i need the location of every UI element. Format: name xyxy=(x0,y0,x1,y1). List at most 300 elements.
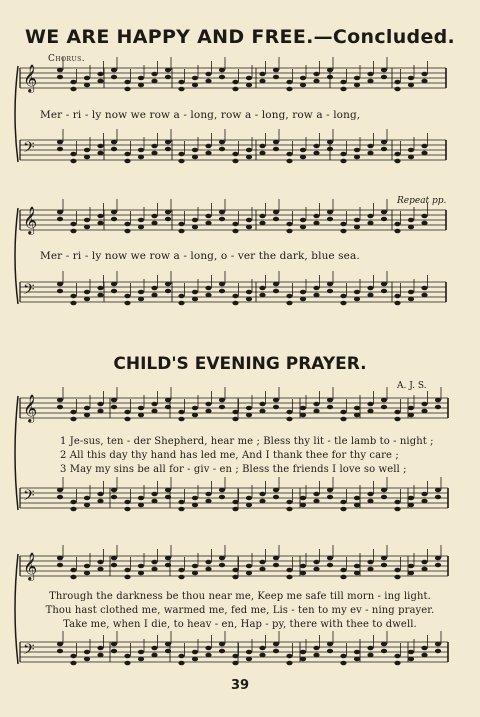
note-head-icon xyxy=(192,503,198,508)
note-head-icon xyxy=(57,217,63,222)
note-head-icon xyxy=(327,405,333,410)
note-head-icon xyxy=(259,151,265,156)
note-head-icon xyxy=(151,567,157,572)
note-head-icon xyxy=(246,290,252,295)
note-head-icon xyxy=(273,495,279,500)
note-head-icon xyxy=(151,560,157,565)
note-head-icon xyxy=(232,301,238,306)
note-head-icon xyxy=(394,575,400,580)
note-head-icon xyxy=(381,282,387,287)
note-head-icon xyxy=(273,563,279,568)
note-head-icon xyxy=(300,657,306,662)
note-head-icon xyxy=(232,661,238,666)
note-head-icon xyxy=(124,568,130,573)
note-head-icon xyxy=(286,500,292,505)
note-head-icon xyxy=(124,301,130,306)
note-head-icon xyxy=(273,147,279,152)
note-head-icon xyxy=(84,413,90,418)
system-brace-icon xyxy=(15,396,18,510)
song1-lyrics-line2: Mer - ri - ly now we row a - long, o - ver the dark, blue sea. xyxy=(40,250,360,262)
note-head-icon xyxy=(219,75,225,80)
bass-clef-icon: 𝄢 xyxy=(23,641,35,662)
note-head-icon xyxy=(327,488,333,493)
note-head-icon xyxy=(205,409,211,414)
note-head-icon xyxy=(300,290,306,295)
note-head-icon xyxy=(381,140,387,145)
note-head-icon xyxy=(408,496,414,501)
note-head-icon xyxy=(354,413,360,418)
note-head-icon xyxy=(394,80,400,85)
note-head-icon xyxy=(408,413,414,418)
note-head-icon xyxy=(124,507,130,512)
note-head-icon xyxy=(97,560,103,565)
note-head-icon xyxy=(219,217,225,222)
note-head-icon xyxy=(273,282,279,287)
note-head-icon xyxy=(151,409,157,414)
note-head-icon xyxy=(192,297,198,302)
chorus-label: Chorus. xyxy=(48,54,86,64)
note-head-icon xyxy=(408,571,414,576)
note-head-icon xyxy=(165,495,171,500)
note-head-icon xyxy=(394,417,400,422)
note-head-icon xyxy=(138,571,144,576)
note-head-icon xyxy=(408,76,414,81)
note-head-icon xyxy=(367,499,373,504)
note-head-icon xyxy=(408,564,414,569)
note-head-icon xyxy=(273,75,279,80)
note-head-icon xyxy=(70,661,76,666)
note-head-icon xyxy=(259,402,265,407)
note-head-icon xyxy=(97,499,103,504)
note-head-icon xyxy=(246,225,252,230)
note-head-icon xyxy=(367,72,373,77)
note-head-icon xyxy=(286,507,292,512)
note-head-icon xyxy=(340,87,346,92)
note-head-icon xyxy=(340,654,346,659)
note-head-icon xyxy=(394,87,400,92)
note-head-icon xyxy=(313,79,319,84)
note-head-icon xyxy=(138,290,144,295)
note-head-icon xyxy=(57,649,63,654)
note-head-icon xyxy=(165,140,171,145)
note-head-icon xyxy=(97,286,103,291)
note-head-icon xyxy=(165,556,171,561)
composer-credit: A. J. S. xyxy=(397,381,427,391)
note-head-icon xyxy=(381,642,387,647)
note-head-icon xyxy=(286,87,292,92)
note-head-icon xyxy=(178,80,184,85)
note-head-icon xyxy=(367,221,373,226)
note-head-icon xyxy=(205,293,211,298)
note-head-icon xyxy=(192,657,198,662)
note-head-icon xyxy=(367,214,373,219)
note-head-icon xyxy=(57,495,63,500)
note-head-icon xyxy=(124,410,130,415)
note-head-icon xyxy=(97,214,103,219)
note-head-icon xyxy=(259,72,265,77)
note-head-icon xyxy=(313,293,319,298)
note-head-icon xyxy=(421,214,427,219)
note-head-icon xyxy=(57,210,63,215)
note-head-icon xyxy=(219,68,225,73)
note-head-icon xyxy=(327,495,333,500)
note-head-icon xyxy=(111,488,117,493)
note-head-icon xyxy=(421,567,427,572)
note-head-icon xyxy=(232,222,238,227)
treble-clef-icon: 𝄞 xyxy=(23,552,38,580)
note-head-icon xyxy=(367,492,373,497)
note-head-icon xyxy=(340,507,346,512)
note-head-icon xyxy=(421,560,427,565)
note-head-icon xyxy=(367,286,373,291)
note-head-icon xyxy=(246,657,252,662)
note-head-icon xyxy=(421,293,427,298)
note-head-icon xyxy=(138,155,144,160)
note-head-icon xyxy=(178,152,184,157)
note-head-icon xyxy=(111,68,117,73)
note-head-icon xyxy=(192,218,198,223)
note-head-icon xyxy=(394,507,400,512)
note-head-icon xyxy=(300,76,306,81)
note-head-icon xyxy=(111,563,117,568)
note-head-icon xyxy=(232,87,238,92)
note-head-icon xyxy=(57,488,63,493)
bass-clef-icon: 𝄢 xyxy=(23,281,35,302)
note-head-icon xyxy=(408,657,414,662)
note-head-icon xyxy=(408,290,414,295)
note-head-icon xyxy=(340,294,346,299)
note-head-icon xyxy=(421,653,427,658)
note-head-icon xyxy=(84,83,90,88)
note-head-icon xyxy=(246,571,252,576)
note-head-icon xyxy=(178,661,184,666)
note-head-icon xyxy=(111,282,117,287)
note-head-icon xyxy=(394,294,400,299)
note-head-icon xyxy=(138,83,144,88)
note-head-icon xyxy=(151,144,157,149)
note-head-icon xyxy=(151,293,157,298)
note-head-icon xyxy=(192,571,198,576)
note-head-icon xyxy=(124,222,130,227)
note-head-icon xyxy=(138,297,144,302)
note-head-icon xyxy=(219,563,225,568)
note-head-icon xyxy=(408,83,414,88)
note-head-icon xyxy=(354,406,360,411)
note-head-icon xyxy=(408,218,414,223)
note-head-icon xyxy=(219,282,225,287)
note-head-icon xyxy=(111,405,117,410)
verse-3-line1: 3 May my sins be all for - giv - en ; Bless the friends I love so well ; xyxy=(60,464,407,475)
note-head-icon xyxy=(178,417,184,422)
verse-1-line2: Through the darkness be thou near me, Keep me safe till morn - ing light. xyxy=(49,591,431,602)
note-head-icon xyxy=(300,413,306,418)
note-head-icon xyxy=(340,410,346,415)
note-head-icon xyxy=(57,556,63,561)
note-head-icon xyxy=(435,649,441,654)
note-head-icon xyxy=(313,402,319,407)
note-head-icon xyxy=(232,410,238,415)
note-head-icon xyxy=(97,567,103,572)
note-head-icon xyxy=(111,495,117,500)
note-head-icon xyxy=(219,495,225,500)
note-head-icon xyxy=(286,159,292,164)
note-head-icon xyxy=(354,657,360,662)
note-head-icon xyxy=(97,151,103,156)
note-head-icon xyxy=(84,503,90,508)
note-head-icon xyxy=(408,297,414,302)
note-head-icon xyxy=(394,568,400,573)
note-head-icon xyxy=(408,155,414,160)
verse-2-line1: 2 All this day thy hand has led me, And I thank thee for thy care ; xyxy=(60,450,399,461)
note-head-icon xyxy=(421,409,427,414)
note-head-icon xyxy=(178,410,184,415)
note-head-icon xyxy=(381,488,387,493)
note-head-icon xyxy=(178,301,184,306)
note-head-icon xyxy=(97,402,103,407)
note-head-icon xyxy=(124,654,130,659)
note-head-icon xyxy=(205,653,211,658)
note-head-icon xyxy=(232,229,238,234)
note-head-icon xyxy=(273,642,279,647)
note-head-icon xyxy=(327,68,333,73)
note-head-icon xyxy=(435,556,441,561)
note-head-icon xyxy=(57,405,63,410)
note-head-icon xyxy=(340,222,346,227)
note-head-icon xyxy=(151,221,157,226)
note-head-icon xyxy=(340,568,346,573)
note-head-icon xyxy=(124,575,130,580)
note-head-icon xyxy=(313,151,319,156)
note-head-icon xyxy=(138,76,144,81)
note-head-icon xyxy=(354,218,360,223)
note-head-icon xyxy=(273,405,279,410)
note-head-icon xyxy=(84,76,90,81)
note-head-icon xyxy=(205,492,211,497)
note-head-icon xyxy=(97,492,103,497)
bass-clef-icon: 𝄢 xyxy=(23,139,35,160)
note-head-icon xyxy=(286,80,292,85)
note-head-icon xyxy=(354,564,360,569)
note-head-icon xyxy=(435,642,441,647)
note-head-icon xyxy=(367,79,373,84)
note-head-icon xyxy=(192,225,198,230)
note-head-icon xyxy=(232,568,238,573)
note-head-icon xyxy=(421,144,427,149)
note-head-icon xyxy=(246,76,252,81)
note-head-icon xyxy=(57,75,63,80)
note-head-icon xyxy=(138,657,144,662)
note-head-icon xyxy=(70,229,76,234)
note-head-icon xyxy=(219,405,225,410)
note-head-icon xyxy=(178,87,184,92)
note-head-icon xyxy=(340,661,346,666)
note-head-icon xyxy=(178,568,184,573)
system-brace-icon xyxy=(15,208,18,304)
verse-1-line1: 1 Je-sus, ten - der Shepherd, hear me ; Bless thy lit - tle lamb to - night ; xyxy=(60,436,434,447)
note-head-icon xyxy=(367,144,373,149)
note-head-icon xyxy=(300,564,306,569)
note-head-icon xyxy=(394,229,400,234)
note-head-icon xyxy=(340,575,346,580)
note-head-icon xyxy=(205,221,211,226)
note-head-icon xyxy=(300,218,306,223)
note-head-icon xyxy=(327,75,333,80)
note-head-icon xyxy=(421,499,427,504)
note-head-icon xyxy=(151,286,157,291)
note-head-icon xyxy=(381,75,387,80)
note-head-icon xyxy=(394,654,400,659)
note-head-icon xyxy=(151,402,157,407)
note-head-icon xyxy=(381,563,387,568)
note-head-icon xyxy=(192,155,198,160)
note-head-icon xyxy=(97,646,103,651)
note-head-icon xyxy=(165,289,171,294)
song1-title: WE ARE HAPPY AND FREE.—Concluded. xyxy=(24,26,456,48)
note-head-icon xyxy=(111,649,117,654)
note-head-icon xyxy=(111,398,117,403)
note-head-icon xyxy=(192,76,198,81)
note-head-icon xyxy=(138,564,144,569)
note-head-icon xyxy=(394,222,400,227)
note-head-icon xyxy=(300,225,306,230)
note-head-icon xyxy=(246,155,252,160)
note-head-icon xyxy=(273,210,279,215)
note-head-icon xyxy=(286,152,292,157)
treble-clef-icon: 𝄞 xyxy=(23,394,38,422)
note-head-icon xyxy=(205,72,211,77)
note-head-icon xyxy=(300,406,306,411)
note-head-icon xyxy=(97,221,103,226)
note-head-icon xyxy=(138,650,144,655)
note-head-icon xyxy=(435,495,441,500)
note-head-icon xyxy=(97,144,103,149)
note-head-icon xyxy=(421,221,427,226)
note-head-icon xyxy=(327,649,333,654)
note-head-icon xyxy=(192,496,198,501)
note-head-icon xyxy=(246,496,252,501)
note-head-icon xyxy=(205,560,211,565)
note-head-icon xyxy=(57,398,63,403)
note-head-icon xyxy=(246,503,252,508)
note-head-icon xyxy=(313,72,319,77)
note-head-icon xyxy=(97,79,103,84)
repeat-marking: Repeat pp. xyxy=(397,196,447,206)
note-head-icon xyxy=(151,646,157,651)
note-head-icon xyxy=(192,290,198,295)
note-head-icon xyxy=(286,229,292,234)
note-head-icon xyxy=(124,500,130,505)
note-head-icon xyxy=(259,653,265,658)
note-head-icon xyxy=(165,282,171,287)
note-head-icon xyxy=(246,148,252,153)
note-head-icon xyxy=(70,575,76,580)
note-head-icon xyxy=(178,229,184,234)
note-head-icon xyxy=(70,301,76,306)
note-head-icon xyxy=(367,567,373,572)
note-head-icon xyxy=(381,405,387,410)
note-head-icon xyxy=(97,72,103,77)
note-head-icon xyxy=(394,500,400,505)
note-head-icon xyxy=(165,398,171,403)
note-head-icon xyxy=(408,148,414,153)
note-head-icon xyxy=(138,225,144,230)
note-head-icon xyxy=(435,563,441,568)
note-head-icon xyxy=(151,653,157,658)
note-head-icon xyxy=(354,503,360,508)
note-head-icon xyxy=(205,144,211,149)
note-head-icon xyxy=(259,409,265,414)
note-head-icon xyxy=(340,80,346,85)
note-head-icon xyxy=(219,488,225,493)
note-head-icon xyxy=(273,488,279,493)
note-head-icon xyxy=(232,654,238,659)
note-head-icon xyxy=(165,405,171,410)
note-head-icon xyxy=(340,229,346,234)
note-head-icon xyxy=(205,151,211,156)
note-head-icon xyxy=(259,499,265,504)
note-head-icon xyxy=(421,646,427,651)
note-head-icon xyxy=(205,214,211,219)
note-head-icon xyxy=(84,290,90,295)
note-head-icon xyxy=(381,68,387,73)
note-head-icon xyxy=(367,402,373,407)
note-head-icon xyxy=(259,286,265,291)
note-head-icon xyxy=(124,417,130,422)
page-number: 39 xyxy=(230,678,250,693)
note-head-icon xyxy=(219,289,225,294)
note-head-icon xyxy=(259,646,265,651)
note-head-icon xyxy=(165,210,171,215)
note-head-icon xyxy=(205,402,211,407)
note-head-icon xyxy=(192,413,198,418)
note-head-icon xyxy=(300,650,306,655)
note-head-icon xyxy=(219,649,225,654)
note-head-icon xyxy=(124,87,130,92)
note-head-icon xyxy=(259,293,265,298)
note-head-icon xyxy=(151,492,157,497)
note-head-icon xyxy=(300,496,306,501)
note-head-icon xyxy=(124,159,130,164)
note-head-icon xyxy=(57,140,63,145)
note-head-icon xyxy=(151,79,157,84)
note-head-icon xyxy=(327,147,333,152)
note-head-icon xyxy=(367,646,373,651)
note-head-icon xyxy=(205,79,211,84)
note-head-icon xyxy=(286,575,292,580)
verse-3-line2: Take me, when I die, to heav - en, Hap - py, there with thee to dwell. xyxy=(63,619,417,630)
note-head-icon xyxy=(84,564,90,569)
note-head-icon xyxy=(381,649,387,654)
note-head-icon xyxy=(327,140,333,145)
note-head-icon xyxy=(111,217,117,222)
note-head-icon xyxy=(192,406,198,411)
note-head-icon xyxy=(367,653,373,658)
note-head-icon xyxy=(219,556,225,561)
note-head-icon xyxy=(340,152,346,157)
note-head-icon xyxy=(367,409,373,414)
note-head-icon xyxy=(313,560,319,565)
note-head-icon xyxy=(421,79,427,84)
note-head-icon xyxy=(178,159,184,164)
note-head-icon xyxy=(300,148,306,153)
note-head-icon xyxy=(138,406,144,411)
note-head-icon xyxy=(313,214,319,219)
note-head-icon xyxy=(70,654,76,659)
note-head-icon xyxy=(124,80,130,85)
note-head-icon xyxy=(394,301,400,306)
note-head-icon xyxy=(124,229,130,234)
note-head-icon xyxy=(232,417,238,422)
